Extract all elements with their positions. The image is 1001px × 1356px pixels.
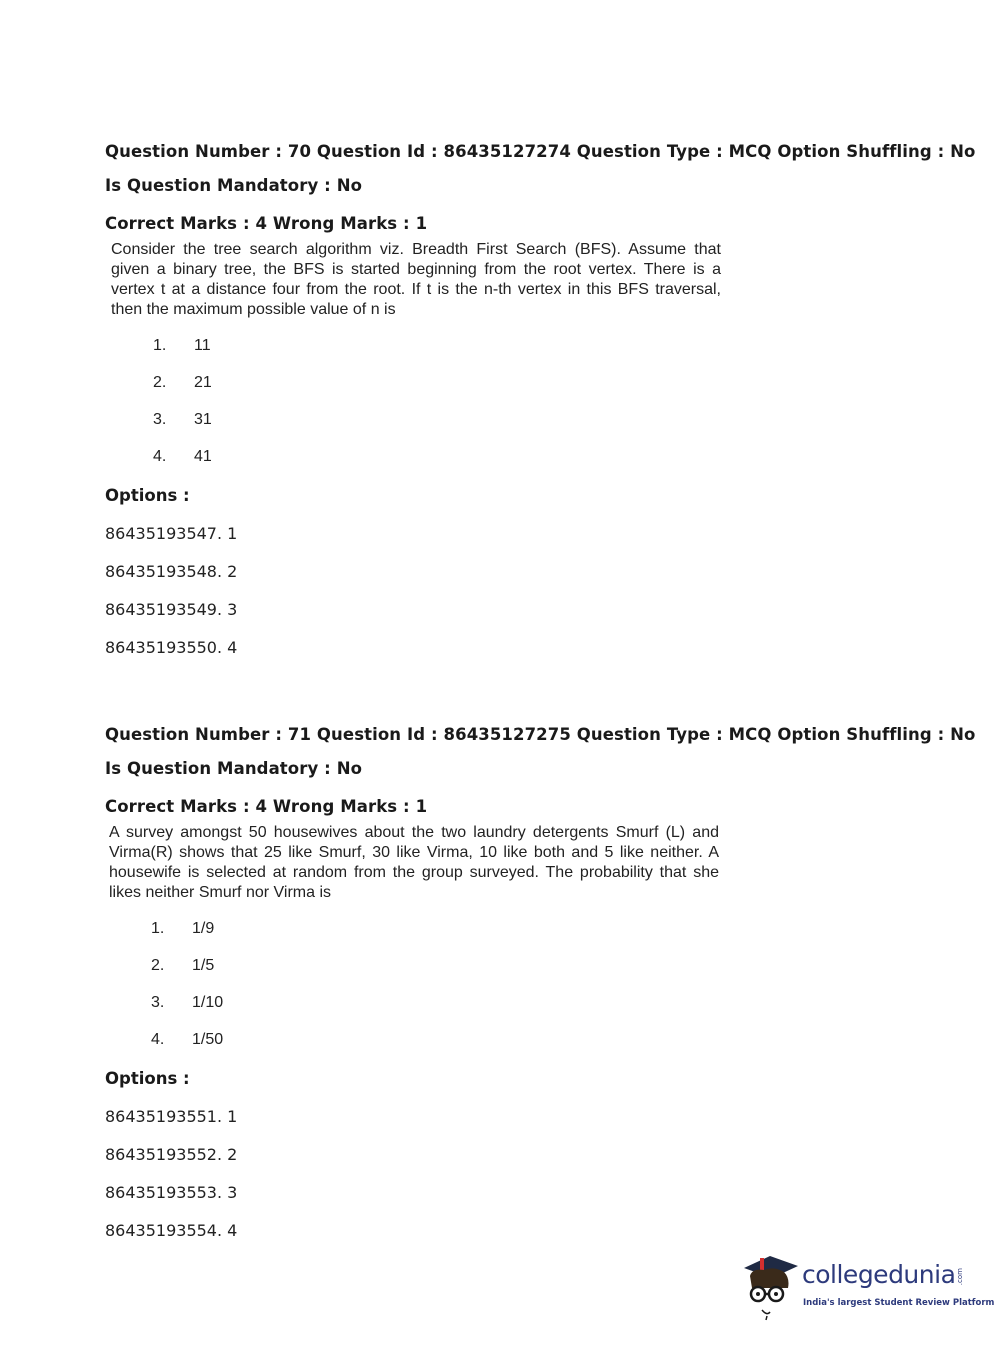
option-id-line: 86435193553. 3 [105, 1183, 238, 1202]
option-id-line: 86435193554. 4 [105, 1221, 238, 1240]
choice-value: 1/5 [192, 957, 215, 974]
option-id-line: 86435193552. 2 [105, 1145, 238, 1164]
choice-value: 1/9 [192, 920, 215, 937]
option-id-line: 86435193547. 1 [105, 524, 238, 543]
choice-value: 41 [194, 448, 212, 465]
choice-number: 4. [151, 1031, 165, 1048]
choice-item [151, 993, 905, 1030]
choice-number: 1. [153, 337, 167, 354]
options-label: Options : [105, 486, 190, 505]
question-mandatory-line: Is Question Mandatory : No [105, 176, 363, 195]
choice-number: 2. [153, 374, 167, 391]
question-meta-line: Question Number : 70 Question Id : 86435127274 Question Type : MCQ Option Shuffling : No [105, 142, 976, 161]
choice-list [151, 919, 905, 1067]
choice-value: 11 [194, 337, 211, 354]
choice-item [153, 410, 905, 447]
brand-suffix: .com [956, 1268, 964, 1286]
choice-list [153, 336, 905, 484]
question-text: Consider the tree search algorithm viz. Breadth First Search (BFS). Assume that given a binary tree, the BFS is started beginning from the root vertex. There is a vertex t at a distance four from the root. If t is the n-th vertex in this BFS traversal, then the maximum possible value of n is [111, 241, 721, 318]
mascot-icon [740, 1250, 802, 1322]
choice-item [151, 1030, 905, 1067]
collegedunia-logo [740, 1250, 995, 1322]
choice-number: 3. [151, 994, 165, 1011]
options-label: Options : [105, 1069, 190, 1088]
option-id-line: 86435193548. 2 [105, 562, 238, 581]
choice-item [153, 373, 905, 410]
choice-value: 1/10 [192, 994, 224, 1011]
choice-number: 1. [151, 920, 165, 937]
choice-item [151, 956, 905, 993]
question-marks-line: Correct Marks : 4 Wrong Marks : 1 [105, 214, 428, 233]
choice-item [153, 447, 905, 484]
question-block-70 [105, 140, 976, 660]
question-meta-line: Question Number : 71 Question Id : 86435127275 Question Type : MCQ Option Shuffling : No [105, 725, 976, 744]
brand-tagline: India's largest Student Review Platform [803, 1298, 995, 1308]
choice-value: 31 [194, 411, 212, 428]
choice-item [153, 336, 905, 373]
question-marks-line: Correct Marks : 4 Wrong Marks : 1 [105, 797, 428, 816]
choice-item [151, 919, 905, 956]
choice-value: 1/50 [192, 1031, 224, 1048]
brand-name: collegedunia [802, 1260, 956, 1289]
choice-number: 3. [153, 411, 167, 428]
option-id-line: 86435193551. 1 [105, 1107, 238, 1126]
choice-number: 4. [153, 448, 167, 465]
question-text: A survey amongst 50 housewives about the two laundry detergents Smurf (L) and Virma(R) shows that 25 like Smurf, 30 like Virma, 10 like both and 5 like neither. A housewife is selected at random from the group surveyed. The probability that she likes neither Smurf nor Virma is [109, 824, 719, 901]
question-block-71 [105, 723, 976, 1243]
option-id-line: 86435193549. 3 [105, 600, 238, 619]
question-mandatory-line: Is Question Mandatory : No [105, 759, 363, 778]
choice-number: 2. [151, 957, 165, 974]
option-id-line: 86435193550. 4 [105, 638, 238, 657]
choice-value: 21 [194, 374, 212, 391]
